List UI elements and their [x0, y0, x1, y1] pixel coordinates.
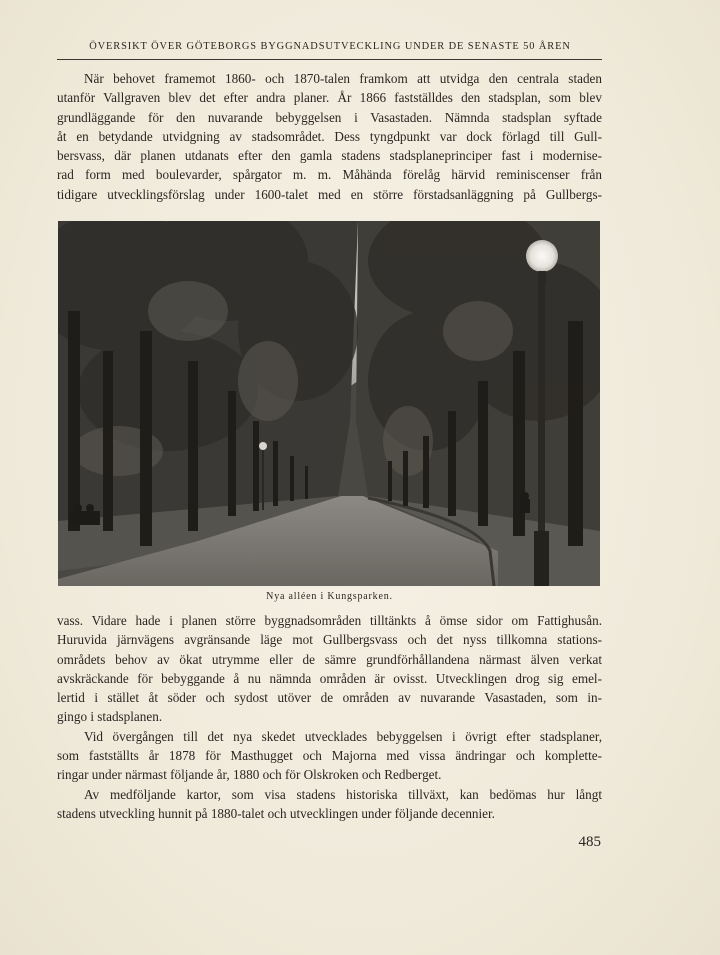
text-line: vass. Vidare hade i planen större byggnadsområden tilltänkts å ömse sidor om Fattighusån.	[57, 613, 602, 628]
paragraph-1	[57, 69, 602, 204]
avenue-photograph	[58, 221, 600, 586]
header-rule	[57, 59, 602, 60]
text-line: som fastställts år 1878 för Masthugget och Majorna med vissa ändringar och komplette-	[57, 748, 602, 764]
text-line: områdets behov av ökat utrymme eller de sämre grundförhållandena närmast älven verkat	[57, 651, 602, 667]
text-line: Av medföljande kartor, som visa stadens historiska tillväxt, kan bedömas hur långt	[84, 786, 602, 802]
text-line: lertid i stället åt söder och sydost utöver de områden av nuvarande Vasastaden, som in-	[57, 690, 602, 706]
text-line: stadens utveckling hunnit på 1880-talet och utvecklingen under följande decennier.	[57, 805, 495, 821]
text-line: gingo i stadsplanen.	[57, 709, 163, 725]
paragraph-2-4	[57, 611, 602, 823]
photo-caption: Nya alléen i Kungsparken.	[266, 591, 393, 602]
text-line: avskräckande för bebyggande å nu nämnda områden är ovisst. Utvecklingen drog sig emel-	[57, 670, 602, 686]
text-line: ringar under närmast följande år, 1880 och för Olskroken och Redberget.	[57, 767, 442, 783]
page-number: 485	[578, 834, 601, 850]
text-line: åt en betydande utvidgning av stadsområdet. Dess tyngdpunkt var dock förlagd till Gull-	[57, 128, 602, 144]
text-line: bersvass, där planen utdanats efter den gamla stadens stadsplaneprinciper fast i modernise-	[57, 148, 602, 164]
running-head: ÖVERSIKT ÖVER GÖTEBORGS BYGGNADSUTVECKLING UNDER DE SENASTE 50 ÅREN	[89, 41, 571, 52]
text-line: tidigare utvecklingsförslag under 1600-talet med en större förstadsanläggning på Gullbergs-	[57, 186, 602, 202]
photo-avenue	[58, 221, 600, 586]
text-line: rad form med boulevarder, spårgator m. m. Måhända förelåg härvid reminiscenser från	[57, 167, 602, 183]
text-line: utanför Vallgraven blev det efter andra planer. År 1866 fastställdes den stadsplan, som blev	[57, 90, 602, 106]
text-line: När behovet framemot 1860- och 1870-talen framkom att utvidga den centrala staden	[84, 71, 602, 86]
text-line: grundläggande för den nuvarande bebyggelsen i Vasastaden. Nämnda stadsplan syftade	[57, 109, 602, 125]
text-line: Vid övergången till det nya skedet utvecklades bebyggelsen i övrigt efter stadsplaner,	[84, 728, 602, 744]
text-line: Huruvida järnvägens avgränsande läge mot Gullbergsvass och det nyss tillkomna stations-	[57, 632, 602, 648]
